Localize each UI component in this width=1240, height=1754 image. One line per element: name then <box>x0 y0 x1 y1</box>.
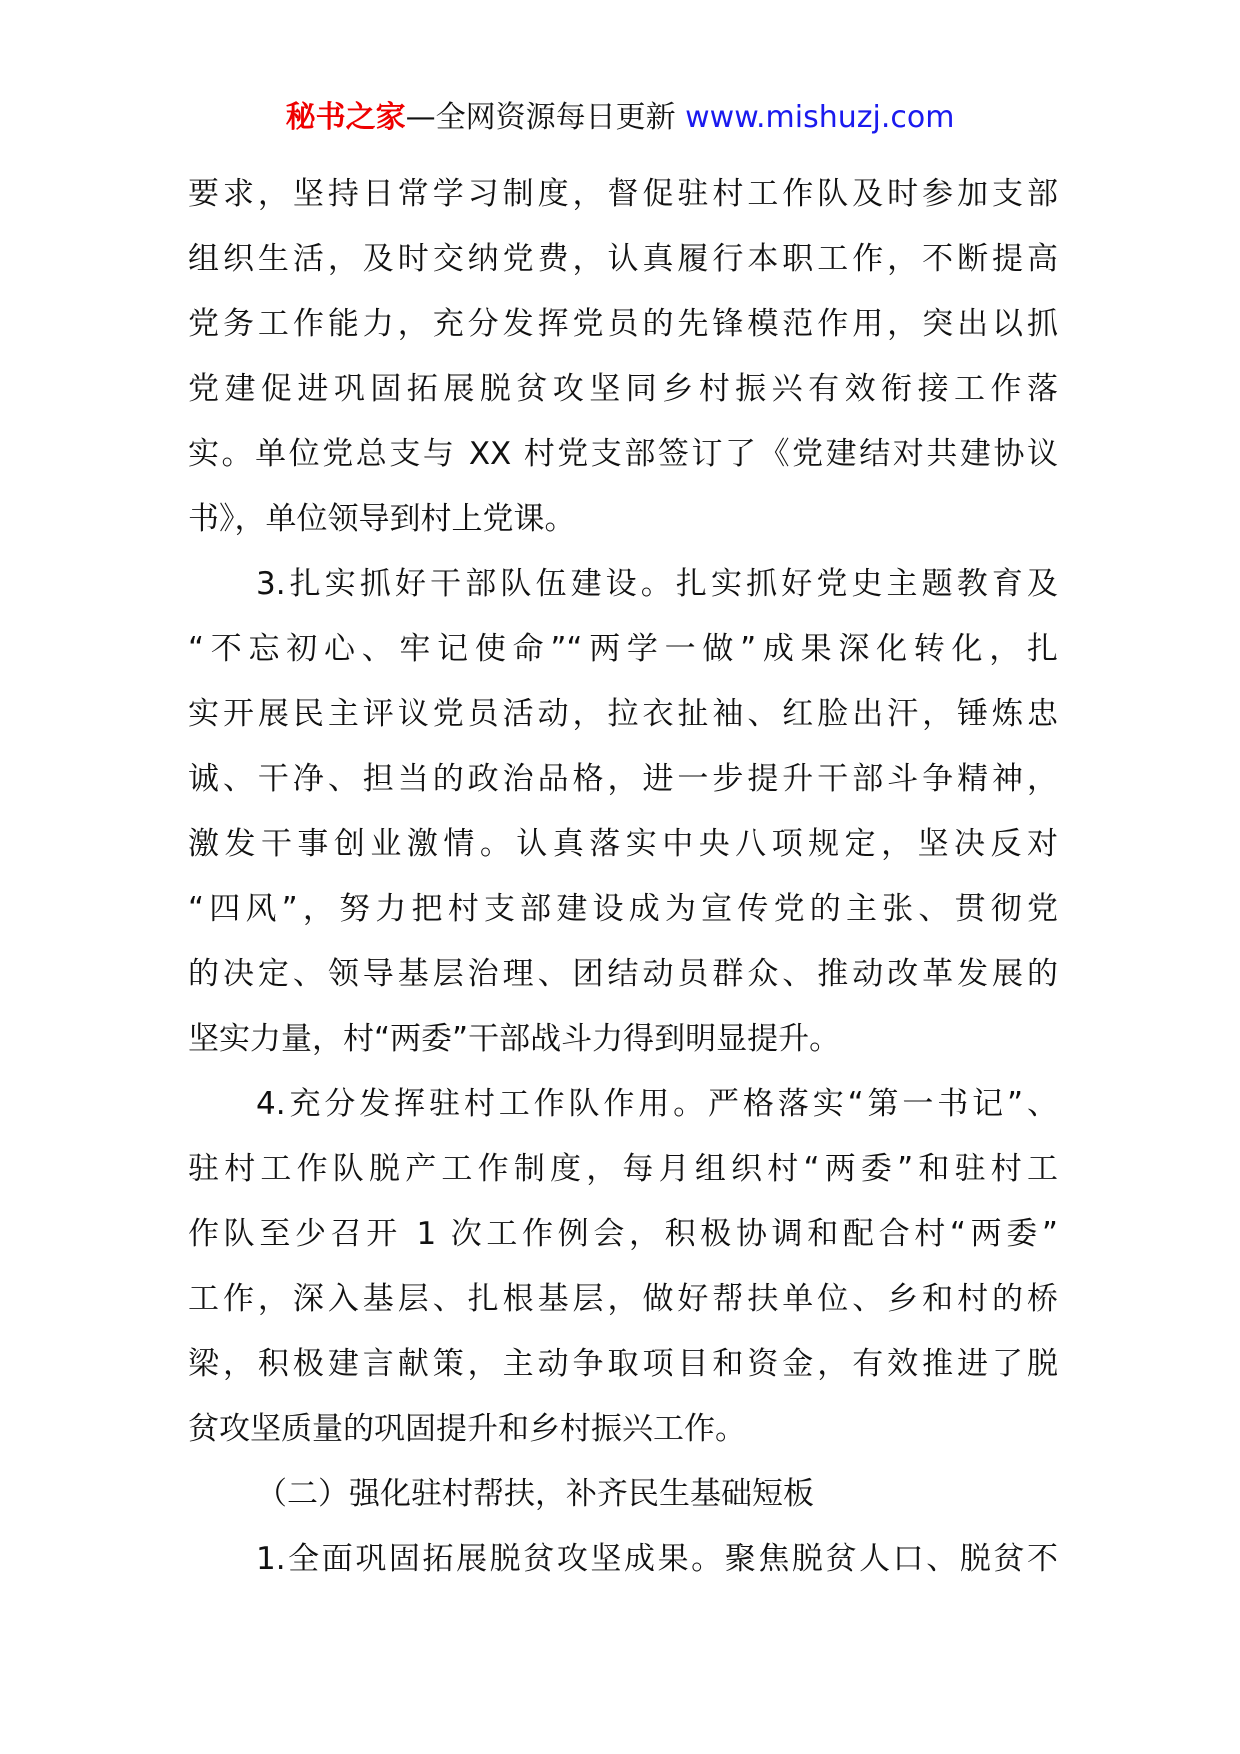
text-line: 坚实力量，村“两委”干部战斗力得到明显提升。 <box>188 1021 841 1057</box>
text-line: 书》，单位领导到村上党课。 <box>188 501 576 537</box>
page-header <box>0 98 1240 138</box>
text-line: 作队至少召开 1 次工作例会，积极协调和配合村“两委” <box>188 1216 1058 1252</box>
text-line: 激发干事创业激情。认真落实中央八项规定，坚决反对 <box>188 826 1058 862</box>
section-heading: （二）强化驻村帮扶，补齐民生基础短板 <box>256 1476 814 1512</box>
text-line: 组织生活，及时交纳党费，认真履行本职工作，不断提高 <box>188 241 1058 277</box>
text-line: 梁，积极建言献策，主动争取项目和资金，有效推进了脱 <box>188 1346 1058 1382</box>
text-line: “不忘初心、牢记使命”“两学一做”成果深化转化，扎 <box>188 631 1058 667</box>
text-line: 3.扎实抓好干部队伍建设。扎实抓好党史主题教育及 <box>256 566 1058 602</box>
text-line: 4.充分发挥驻村工作队作用。严格落实“第一书记”、 <box>256 1086 1058 1122</box>
text-line: 1.全面巩固拓展脱贫攻坚成果。聚焦脱贫人口、脱贫不 <box>256 1541 1058 1577</box>
header-tagline: —全网资源每日更新 <box>405 100 686 135</box>
text-line: 党建促进巩固拓展脱贫攻坚同乡村振兴有效衔接工作落 <box>188 371 1058 407</box>
text-line: 实开展民主评议党员活动，拉衣扯袖、红脸出汗，锤炼忠 <box>188 696 1058 732</box>
text-line: 诚、干净、担当的政治品格，进一步提升干部斗争精神， <box>188 761 1058 797</box>
brand-name: 秘书之家 <box>285 100 406 135</box>
text-line: 驻村工作队脱产工作制度，每月组织村“两委”和驻村工 <box>188 1151 1058 1187</box>
text-line: 实。单位党总支与 XX 村党支部签订了《党建结对共建协议 <box>188 436 1058 472</box>
text-line: 工作，深入基层、扎根基层，做好帮扶单位、乡和村的桥 <box>188 1281 1058 1317</box>
text-line: “四风”，努力把村支部建设成为宣传党的主张、贯彻党 <box>188 891 1058 927</box>
site-url: www.mishuzj.com <box>685 100 955 135</box>
text-line: 要求，坚持日常学习制度，督促驻村工作队及时参加支部 <box>188 176 1058 212</box>
document-body <box>188 162 1058 1592</box>
text-line: 党务工作能力，充分发挥党员的先锋模范作用，突出以抓 <box>188 306 1058 342</box>
text-line: 的决定、领导基层治理、团结动员群众、推动改革发展的 <box>188 956 1058 992</box>
text-line: 贫攻坚质量的巩固提升和乡村振兴工作。 <box>188 1411 746 1447</box>
